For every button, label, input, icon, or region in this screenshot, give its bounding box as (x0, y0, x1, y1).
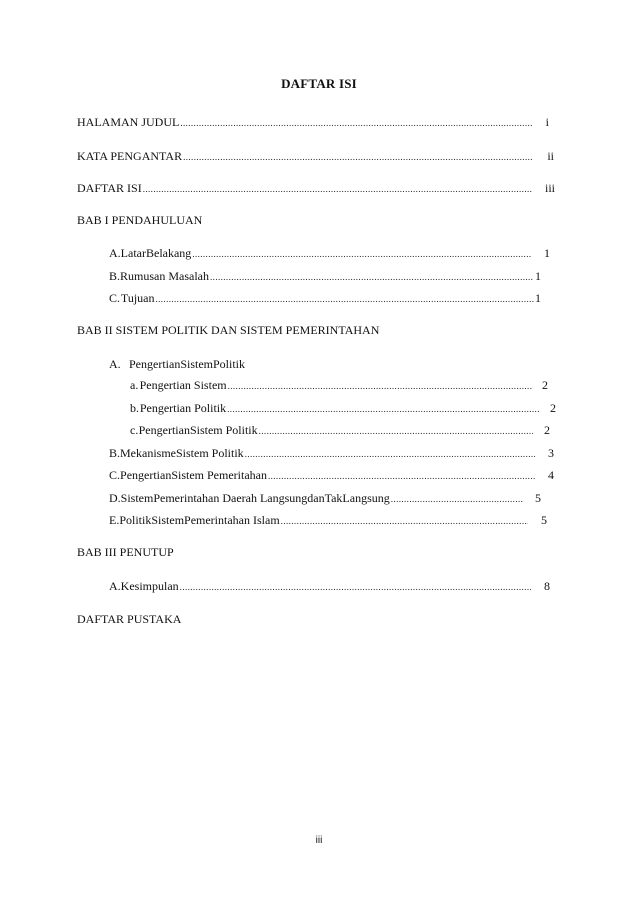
toc-entry-label: PengertianSistem Pemeritahan (120, 468, 267, 482)
dot-leader (183, 149, 532, 165)
dot-leader (391, 491, 524, 507)
toc-entry-bab3-a[interactable] (109, 578, 550, 594)
toc-page-number: 8 (544, 579, 550, 593)
toc-entry-bab1-a[interactable] (109, 245, 550, 261)
toc-page-number: i (545, 115, 549, 129)
toc-page-number: 2 (544, 423, 550, 437)
list-marker: B. (109, 269, 121, 283)
dot-leader (155, 291, 534, 307)
list-marker: C. (109, 291, 121, 305)
dot-leader (192, 246, 531, 262)
toc-entry-label: DAFTAR ISI (77, 181, 142, 195)
page-title: DAFTAR ISI (281, 76, 357, 91)
toc-entry-daftar-pustaka[interactable]: DAFTAR PUSTAKA (77, 612, 182, 626)
toc-entry-bab2-a[interactable] (109, 356, 409, 372)
list-marker: a. (130, 378, 139, 392)
toc-entry-daftar-isi[interactable] (77, 180, 555, 196)
toc-entry-label: Pengertian Politik (139, 401, 227, 415)
toc-entry-label: PengertianSistem Politik (138, 423, 258, 437)
toc-entry-label: KATA PENGANTAR (77, 149, 183, 163)
dot-leader (180, 579, 531, 595)
toc-entry-halaman-judul[interactable] (77, 114, 549, 130)
toc-entry-label: Tujuan (120, 291, 155, 305)
toc-page-number: 5 (535, 491, 541, 505)
toc-subentry-bab2-a-b[interactable] (130, 400, 556, 416)
toc-subentry-bab2-a-a[interactable] (130, 377, 548, 393)
toc-entry-bab2-c[interactable] (109, 467, 554, 483)
toc-page-number: 1 (544, 246, 550, 260)
list-marker: A. (109, 357, 121, 371)
list-marker: A. (109, 246, 121, 260)
toc-entry-label: Kesimpulan (120, 579, 179, 593)
dot-leader (180, 115, 532, 131)
dot-leader (210, 269, 534, 285)
toc-page-number: 5 (541, 513, 547, 527)
toc-page-number: 3 (548, 446, 554, 460)
toc-subentry-bab2-a-c[interactable] (130, 422, 550, 438)
toc-entry-label: PolitikSistemPemerintahan Islam (119, 513, 280, 527)
chapter-heading-bab1[interactable]: BAB I PENDAHULUAN (77, 213, 203, 227)
toc-entry-label: MekanismeSistem Politik (120, 446, 244, 460)
toc-entry-kata-pengantar[interactable] (77, 148, 554, 164)
toc-entry-label: HALAMAN JUDUL (77, 115, 180, 129)
dot-leader (143, 181, 532, 197)
list-marker: A. (109, 579, 121, 593)
toc-page-number: ii (547, 149, 554, 163)
toc-entry-label: PengertianSistemPolitik (129, 357, 245, 371)
dot-leader (281, 513, 528, 529)
toc-page-number: 2 (550, 401, 556, 415)
toc-entry-label: Pengertian Sistem (139, 378, 227, 392)
toc-entry-label: Rumusan Masalah (120, 269, 210, 283)
dot-leader (259, 423, 533, 439)
toc-entry-label: SistemPemerintahan Daerah LangsungdanTakLangsung (120, 491, 390, 505)
dot-leader (228, 378, 533, 394)
toc-page-number: iii (544, 181, 555, 195)
toc-page-number: 2 (542, 378, 548, 392)
toc-entry-bab1-b[interactable] (109, 268, 541, 284)
list-marker: E. (109, 513, 120, 527)
toc-page-number: 1 (535, 291, 541, 305)
dot-leader (245, 446, 535, 462)
list-marker: D. (109, 491, 121, 505)
chapter-heading-bab2[interactable]: BAB II SISTEM POLITIK DAN SISTEM PEMERINTAHAN (77, 323, 380, 337)
list-marker: B. (109, 446, 121, 460)
toc-page-number: 1 (535, 269, 541, 283)
chapter-heading-bab3[interactable]: BAB III PENUTUP (77, 545, 174, 559)
toc-entry-label: LatarBelakang (120, 246, 192, 260)
page-number-footer: iii (315, 835, 323, 846)
toc-page-number: 4 (548, 468, 554, 482)
toc-entry-bab2-b[interactable] (109, 445, 554, 461)
toc-entry-bab2-d[interactable] (109, 490, 541, 506)
toc-entry-bab2-e[interactable] (109, 512, 547, 528)
dot-leader (227, 401, 539, 417)
toc-entry-bab1-c[interactable] (109, 290, 541, 306)
dot-leader (268, 468, 535, 484)
list-marker: C. (109, 468, 121, 482)
list-marker: c. (130, 423, 139, 437)
list-marker: b. (130, 401, 139, 415)
